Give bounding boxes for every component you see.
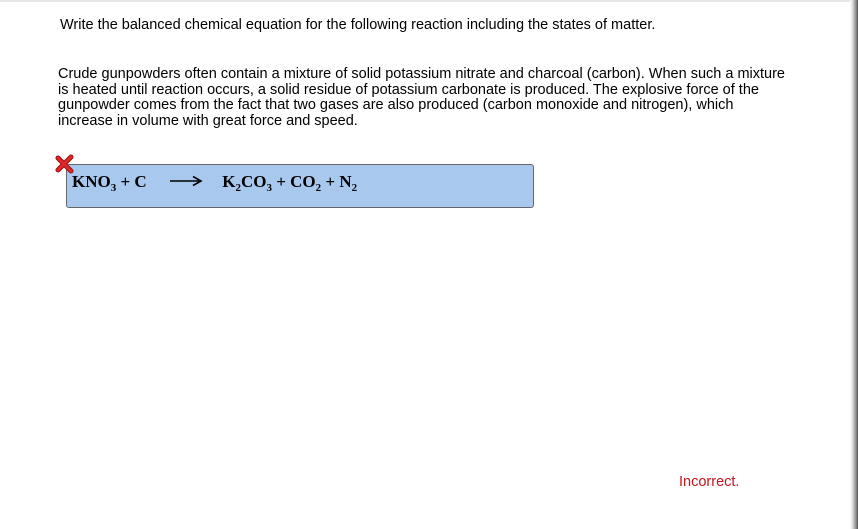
right-edge-shadow	[850, 0, 858, 529]
reactant-kno3: $KNO_3$	[72, 172, 117, 194]
plus-sign: +	[325, 172, 336, 191]
answer-input-box[interactable]	[66, 164, 534, 208]
plus-sign: +	[120, 172, 131, 191]
feedback-incorrect: Incorrect.	[679, 474, 740, 490]
product-k2co3: $K_2CO_3$	[222, 172, 272, 194]
product-n2: $N_2$	[339, 172, 358, 194]
top-border	[0, 0, 850, 2]
product-co2: $CO_2$	[290, 172, 322, 194]
reactant-c: C	[134, 172, 147, 191]
chemical-equation	[72, 172, 357, 192]
question-instruction: Write the balanced chemical equation for the following reaction including the states of matter.	[60, 17, 656, 33]
problem-text: Crude gunpowders often contain a mixture of solid potassium nitrate and charcoal (carbon). When such a mixture is heated until reaction occurs, a solid residue of potassium carbonate is produced. The explosive force of the gunpowder comes from the fact that two gases are also produced (carbon monoxide and nitrogen), which increase in volume with great force and speed.	[58, 66, 785, 129]
reaction-arrow-icon	[169, 175, 203, 187]
red-x-icon	[55, 154, 75, 174]
plus-sign: +	[276, 172, 286, 191]
